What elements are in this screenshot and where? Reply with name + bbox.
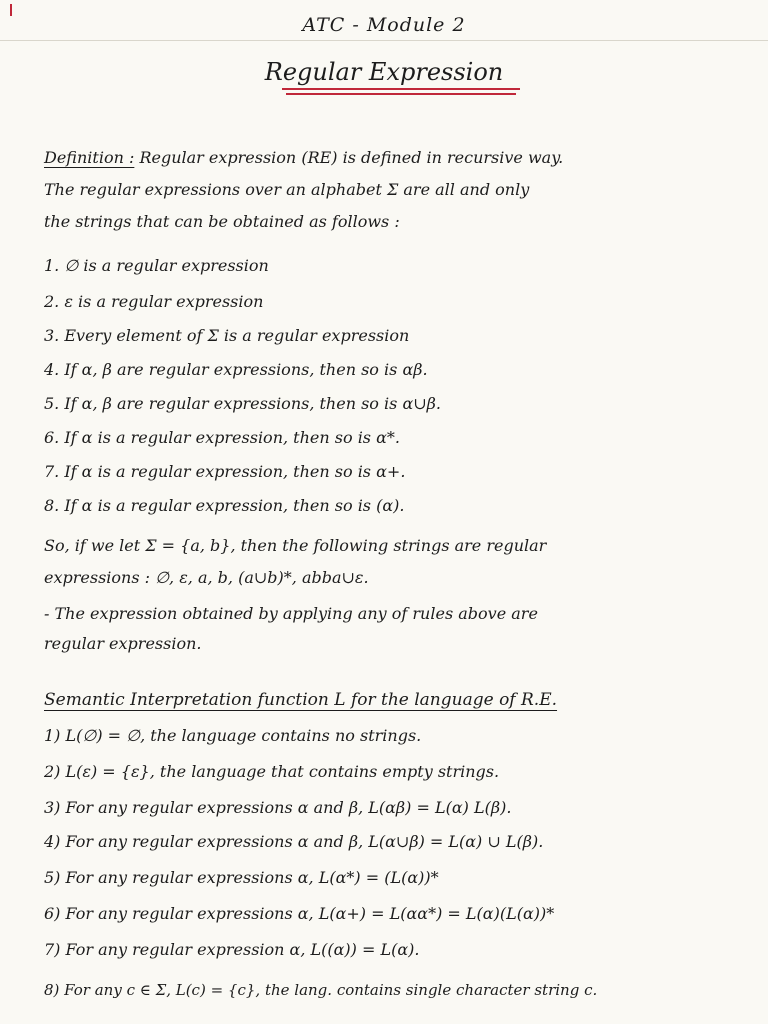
rule-item: 6. If α is a regular expression, then so is α*.	[44, 428, 400, 447]
definition-intro-1: Regular expression (RE) is defined in recursive way.	[139, 148, 564, 167]
rule-item: 4. If α, β are regular expressions, then so is αβ.	[44, 360, 428, 379]
semantics-item: 2) L(ε) = {ε}, the language that contains empty strings.	[44, 762, 500, 781]
example-line-1: So, if we let Σ = {a, b}, then the following strings are regular	[44, 536, 547, 555]
header-rule	[0, 40, 768, 41]
note-line-2: regular expression.	[44, 634, 202, 653]
rule-item: 8. If α is a regular expression, then so is (α).	[44, 496, 405, 515]
semantics-item: 6) For any regular expressions α, L(α+) = L(αα*) = L(α)(L(α))*	[44, 904, 555, 923]
definition-line-1	[44, 146, 563, 170]
rule-item: 5. If α, β are regular expressions, then so is α∪β.	[44, 394, 441, 413]
semantics-item: 5) For any regular expressions α, L(α*) = (L(α))*	[44, 868, 439, 887]
semantics-item: 3) For any regular expressions α and β, L(αβ) = L(α) L(β).	[44, 798, 512, 817]
semantics-item: 1) L(∅) = ∅, the language contains no strings.	[44, 726, 422, 745]
semantics-heading: Semantic Interpretation function L for the language of R.E.	[44, 690, 558, 710]
title-underline-second	[286, 93, 516, 95]
rule-item: 2. ε is a regular expression	[44, 292, 264, 311]
rule-item: 7. If α is a regular expression, then so is α+.	[44, 462, 406, 481]
page-title: Regular Expression	[264, 58, 504, 86]
title-underline	[282, 88, 520, 90]
note-line-1: - The expression obtained by applying any of rules above are	[44, 604, 538, 623]
module-title: ATC - Module 2	[302, 14, 466, 36]
semantics-item: 4) For any regular expressions α and β, L(α∪β) = L(α) ∪ L(β).	[44, 832, 544, 851]
definition-intro-2: The regular expressions over an alphabet Σ are all and only	[44, 180, 530, 199]
definition-label: Definition :	[44, 148, 135, 167]
rule-item: 1. ∅ is a regular expression	[44, 256, 269, 275]
definition-intro-3: the strings that can be obtained as follows :	[44, 212, 400, 231]
semantics-item: 7) For any regular expression α, L((α)) = L(α).	[44, 940, 420, 959]
rule-item: 3. Every element of Σ is a regular expression	[44, 326, 410, 345]
semantics-item: 8) For any c ∈ Σ, L(c) = {c}, the lang. contains single character string c.	[44, 981, 598, 999]
example-line-2: expressions : ∅, ε, a, b, (a∪b)*, abba∪ε.	[44, 568, 369, 587]
